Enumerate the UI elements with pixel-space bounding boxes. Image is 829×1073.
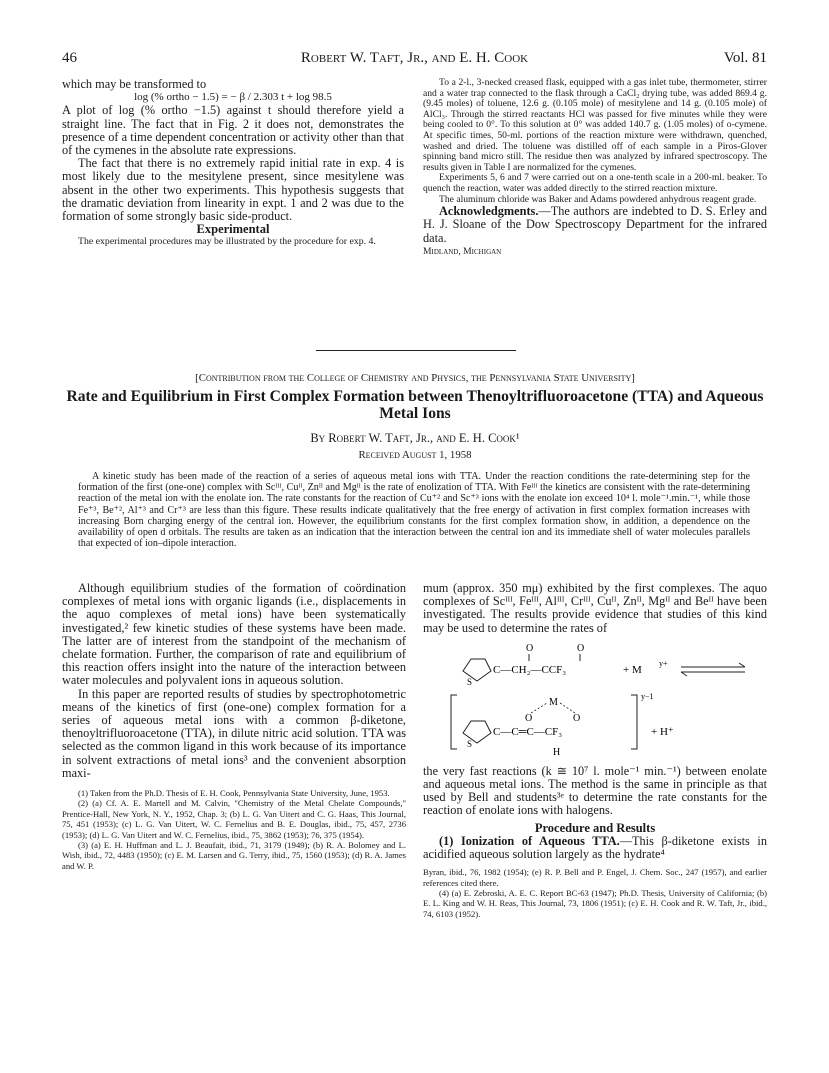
running-header-authors: Robert W. Taft, Jr., and E. H. Cook — [300, 50, 529, 66]
footnote-1: (1) Taken from the Ph.D. Thesis of E. H. Cook, Pennsylvania State University, June, 1953. — [78, 788, 390, 799]
prev-left-paragraph-3: The experimental procedures may be illustrated by the procedure for exp. 4. — [78, 236, 376, 248]
ionization-subsection — [423, 835, 767, 861]
body-left-column — [62, 582, 406, 871]
chelated-metal: M — [549, 696, 558, 708]
article-title: Rate and Equilibrium in First Complex Formation between Thenoyltrifluoroacetone (TTA) and Aqueous Metal Ions — [66, 388, 764, 422]
received-date: Received August 1, 1958 — [358, 449, 472, 461]
body-right-column — [423, 582, 767, 919]
prev-left-paragraph-2: The fact that there is no extremely rapid initial rate in exp. 4 is most likely due to the mesitylene present, since mesitylene was absent in the other two experiments. This hypothesis suggests that the dramatic deviation from linearity in expt. 1 and 2 was due to the formation of some strongly basic side-product. — [62, 156, 404, 224]
footnote-3-continued: Byran, ibid., 76, 1982 (1954); (e) R. P. Bell and P. Engel, J. Chem. Soc., 247 (1957), and earlier references cited there. — [423, 867, 767, 888]
body-right-paragraph-1: mum (approx. 350 mμ) exhibited by the first complexes. The aquo complexes of Scᴵᴵᴵ, Feᴵᴵᴵ, Alᴵᴵᴵ, Crᴵᴵᴵ, Cuᴵᴵ, Znᴵᴵ, Mgᴵᴵ and Beᴵᴵ have been investigated. The results provide evidence that studies of this kind may be used to determine the rates of — [423, 581, 767, 635]
complex-charge: y−1 — [641, 691, 654, 701]
article-separator — [316, 350, 516, 351]
footnote-4: (4) (a) E. Zebroski, A. E. C. Report BC-63 (1947); Ph.D. Thesis, University of California; (b) E. L. King and W. H. Reas, This Journal, 73, 1806 (1951); (c) E. H. Cook and R. W. Taft, Jr., ibid., 74, 6103 (1952). — [423, 888, 767, 919]
footnote-3: (3) (a) E. H. Huffman and L. J. Beaufait, ibid., 71, 3179 (1949); (b) R. A. Bolomey and L. Wish, ibid., 72, 4483 (1950); (c) E. M. Larsen and G. Terry, ibid., 75, 1560 (1953); (d) R. A. James and W. P. — [62, 840, 406, 871]
location-label: Midland, Michigan — [423, 245, 502, 257]
contribution-line: [Contribution from the College of Chemistry and Physics, the Pennsylvania State University] — [195, 372, 635, 384]
footnotes-right — [423, 867, 767, 919]
ionization-label: (1) Ionization of Aqueous TTA. — [439, 833, 620, 848]
coordination-bond-1 — [531, 703, 547, 713]
acknowledgments-label: Acknowledgments. — [439, 204, 539, 219]
proton-term: + H⁺ — [651, 725, 674, 738]
acknowledgments-text: —The authors are indebted to D. S. Erley and H. J. Sloane of the Dow Spectroscopy Department for the infrared data. — [423, 204, 767, 245]
equilibrium-arrow — [681, 663, 745, 676]
footnotes-left — [62, 788, 406, 871]
metal-ion-term: + M — [623, 663, 642, 676]
tta-chain: C—CH₂—CCF₃ — [493, 663, 567, 676]
intro-paragraph-2: In this paper are reported results of studies by spectrophotometric means of the kinetics of first (one-one) complex formation for a series of aqueous metal ions with a common β-diketone, thenoyltrifluoroacetone (TTA), in dilute nitric acid solution. TTA was selected as the common ligand in this work because of its importance in solvent extractions of metal ions³ and the convenient absorption maxi- — [62, 686, 406, 780]
prev-left-paragraph-1: A plot of log (% ortho −1.5) against t should therefore yield a straight line. The fact that in Fig. 2 it does not, demonstrates the presence of a time dependent concentration or activity other than that of the cymenes in the absolute rate expressions. — [62, 103, 404, 158]
prev-right-column — [423, 78, 767, 257]
prev-left-column — [62, 78, 404, 247]
procedure-paragraph-3: The aluminum chloride was Baker and Adams powdered anhydrous reagent grade. — [439, 193, 757, 205]
page-number: 46 — [62, 50, 77, 66]
ionization-text: —This β-diketone exists in acidified aqueous solution largely as the hydrate⁴ — [423, 833, 767, 862]
footnote-2: (2) (a) Cf. A. E. Martell and M. Calvin, "Chemistry of the Metal Chelate Compounds," Prentice-Hall, New York, N. Y., 1952, Chap. 3; (b) L. G. Van Uitert and C. G. Haas, This Journal, 75, 451 (1953); (c) L. G. Van Uitert, W. C. Fernelius and B. E. Douglas, ibid., 75, 457, 2736 (1953); (d) L. G. Van Uitert and W. C. Fernelius, ibid., 75, 3862 (1953); 76, 375 (1954). — [62, 798, 406, 840]
reaction-scheme — [423, 637, 767, 761]
chelate-oxygen-2: O — [573, 712, 581, 724]
prev-left-intro: which may be transformed to — [62, 77, 207, 91]
experimental-heading: Experimental — [196, 222, 270, 237]
vinyl-hydrogen: H — [553, 746, 561, 758]
complex-brackets — [451, 695, 637, 749]
acknowledgments — [423, 205, 767, 245]
intro-paragraph-1: Although equilibrium studies of the formation of coördination complexes of metal ions with organic ligands (i.e., displacements in the aquo complexes of metal ions) have been systematically investigated,² few kinetic studies of these systems have been made. The latter are of interest from the standpoint of the mechanism of chelate formation. Further, the comparison of rate and equilibrium of this reaction offers insight into the nature of the interaction between water molecules and polyvalent ions in aqueous solution. — [62, 581, 406, 688]
enolate-chain: C—C═C—CF₃ — [493, 725, 563, 738]
coordination-bond-2 — [560, 703, 575, 713]
procedure-paragraph-2: Experiments 5, 6 and 7 were carried out on a one-tenth scale in a 200-ml. beaker. To quench the reaction, water was added directly to the stirred reaction mixture. — [423, 172, 767, 194]
rate-equation: log (% ortho − 1.5) = − β / 2.303 t + log 98.5 — [134, 91, 332, 104]
procedure-paragraph-1: To a 2-l., 3-necked creased flask, equipped with a gas inlet tube, thermometer, stirrer and a water trap connected to the flask through a CaCl₂ drying tube, was added 869.4 g. (9.45 moles) of toluene, 12.6 g. (0.105 mole) of mesitylene and 14 g. (0.105 mole) of AlCl₃. Through the stirred reactants HCl was passed for five minutes while they were being cooled to 0°. To this solution at 0° was added 140.7 g. (1.05 moles) of o-cymene. At specific times, 50-ml. portions of the reaction mixture were withdrawn, quenched, washed and dried. The toluene was distilled off of each sample in a Piros-Glover spinning band micro still. The residue then was analyzed by infrared spectroscopy. The results given in Table I are normalized for the cymenes. — [423, 77, 767, 173]
sulfur-label-1: S — [467, 676, 473, 687]
sulfur-label-2: S — [467, 738, 473, 749]
body-right-paragraph-2: the very fast reactions (k ≅ 10⁷ l. mole⁻¹ min.⁻¹) between enolate and aqueous metal ions. The method is the same in principle as that used by Bell and students³ᵉ to determine the rate constants for the reaction of enolate ions with halogens. — [423, 763, 767, 818]
byline: By Robert W. Taft, Jr., and E. H. Cook¹ — [310, 431, 520, 445]
carbonyl-oxygen-1: O — [526, 642, 534, 654]
carbonyl-oxygen-2: O — [577, 642, 585, 654]
volume-label: Vol. 81 — [723, 50, 767, 66]
metal-charge: y+ — [659, 658, 668, 668]
procedure-heading: Procedure and Results — [534, 820, 656, 835]
abstract: A kinetic study has been made of the reaction of a series of aqueous metal ions with TTA. Under the reaction conditions the rate-determining step for the formation of the first (one-one) complex with Scᴵᴵᴵ, Cuᴵᴵ, Znᴵᴵ and Mgᴵᴵ is the rate of enolization of TTA. With Feᴵᴵᴵ the kinetics are consistent with the rate-determining reaction of the metal ion with the enolate ion. The rate constants for the reaction of Cu⁺² and Sc⁺³ ions with the enolate ion exceed 10⁴ l. mole⁻¹.min.⁻¹, while those Fe⁺³, Be⁺², Al⁺³ and Cr⁺³ are less than this figure. These results indicate qualitatively that the free energy of activation in first complex formation increases with increasing Born charging energy of the central ion. However, the equilibrium constants for the first complex formation show, in addition, a dependence on the availability of open d orbitals. The results are taken as an indication that the interaction between the central ion and its immediate shell of water molecules parallels that expected of ion–dipole interaction. — [78, 471, 750, 550]
chelate-oxygen-1: O — [525, 712, 533, 724]
